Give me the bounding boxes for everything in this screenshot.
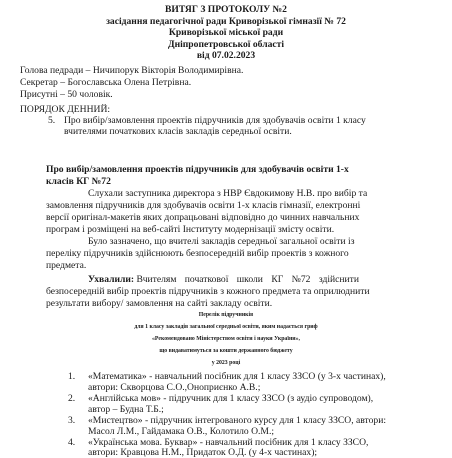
header-line-region: Дніпропетровської області [167, 38, 285, 50]
agenda-item-text-1: Про вибір/замовлення проектів підручників для здобувачів освіти 1 класу [64, 115, 366, 126]
list-item-1-line1: «Математика» - навчальний посібник для 1 класу ЗЗСО (у 3-х частинах), [88, 371, 386, 382]
resolved-label: Ухвалили: [88, 274, 135, 285]
paragraph1-line2: замовлення підручників для здобувачів освіти 1-х класів гімназії, електронні [46, 200, 361, 211]
list-heading-3: «Рекомендовано Міністерством освіти і науки України», [152, 336, 300, 342]
paragraph1-line1: Слухали заступника директора з НВР Євдокимову Н.В. про вибір та [88, 188, 368, 199]
paragraph2-line3: предмета. [46, 260, 87, 271]
list-heading-5: у 2023 році [211, 360, 241, 366]
document-header [0, 4, 452, 62]
agenda-heading: ПОРЯДОК ДЕННИЙ: [20, 104, 111, 115]
agenda-item-text-2: вчителями початкових класів закладів середньої освіти. [64, 126, 292, 137]
resolved-line1 [88, 274, 359, 285]
paragraph1-line3: версії оригінал-макетів яких допрацьовані відповідно до чинних навчальних [46, 212, 360, 223]
list-item-2-line1: «Англійська мов» - підручник для 1 класу ЗЗСО (з аудіо супроводом), [88, 393, 374, 404]
header-line-date: від 07.02.2023 [196, 50, 256, 62]
header-line-meeting: засідання педагогічної ради Криворізької гімназії № 72 [106, 15, 346, 27]
paragraph2-line1: Було зазначено, що вчителі закладів середньої загальної освіти із [88, 236, 355, 247]
secretary-line: Секретар – Богославська Олена Петрівна. [20, 77, 192, 88]
paragraph1-line4: програм і розміщені на веб-сайті Інституту модернізації змісту освіти. [46, 224, 335, 235]
list-item-3-line1: «Мистецтво» - підручник інтегрованого курсу для 1 класу ЗЗСО, автори: [88, 415, 387, 426]
list-heading-4: що видаватимуться за кошти державного бюджету [159, 348, 293, 354]
header-line-title: ВИТЯГ З ПРОТОКОЛУ №2 [165, 4, 287, 15]
resolved-line2: безпосередній вибір проектів підручників з кожного предмета та оприлюднити [46, 286, 370, 297]
list-item-1-number: 1. [68, 371, 76, 382]
list-item-4-number: 4. [68, 437, 76, 448]
present-line: Присутні – 50 чоловік. [20, 89, 113, 100]
section-heading-1: Про вибір/замовлення проектів підручників для здобувачів освіти 1-х [46, 164, 349, 175]
list-item-3-line2: Масол Л.М., Гайдамака О.В., Колотило О.М.; [88, 426, 275, 437]
list-heading-2: для 1 класу закладів загальної середньої освіти, яким надається гриф [134, 324, 318, 330]
list-heading-1: Перелік підручників [198, 312, 254, 318]
resolved-text: Вчителям початкової школи КГ №72 здійснити [136, 274, 359, 285]
header-line-council: Криворізької міської ради [168, 27, 284, 39]
chair-line: Голова педради – Ничипорук Вікторія Володимирівна. [20, 65, 244, 76]
section-heading-2: класів КГ №72 [46, 176, 111, 187]
list-item-3-number: 3. [68, 415, 76, 426]
list-item-4-line1: «Українська мова. Буквар» - навчальний посібник для 1 класу ЗЗСО, [88, 437, 369, 448]
paragraph2-line2: переліку підручників здійснюють безпосередній вибір проектів з кожного [46, 248, 349, 259]
list-item-4-line2: автори: Кравцова Н.М., Придаток О.Д. (у 4-х частинах); [88, 447, 318, 458]
agenda-item-number: 5. [48, 115, 56, 126]
list-item-2-line2: автор – Будна Т.Б.; [88, 404, 164, 415]
list-item-1-line2: автори: Скворцова С.О.,Оноприєнко А.В.; [88, 382, 261, 393]
resolved-line3: результати вибору/ замовлення на сайті закладу освіти. [46, 298, 273, 309]
list-item-2-number: 2. [68, 393, 76, 404]
